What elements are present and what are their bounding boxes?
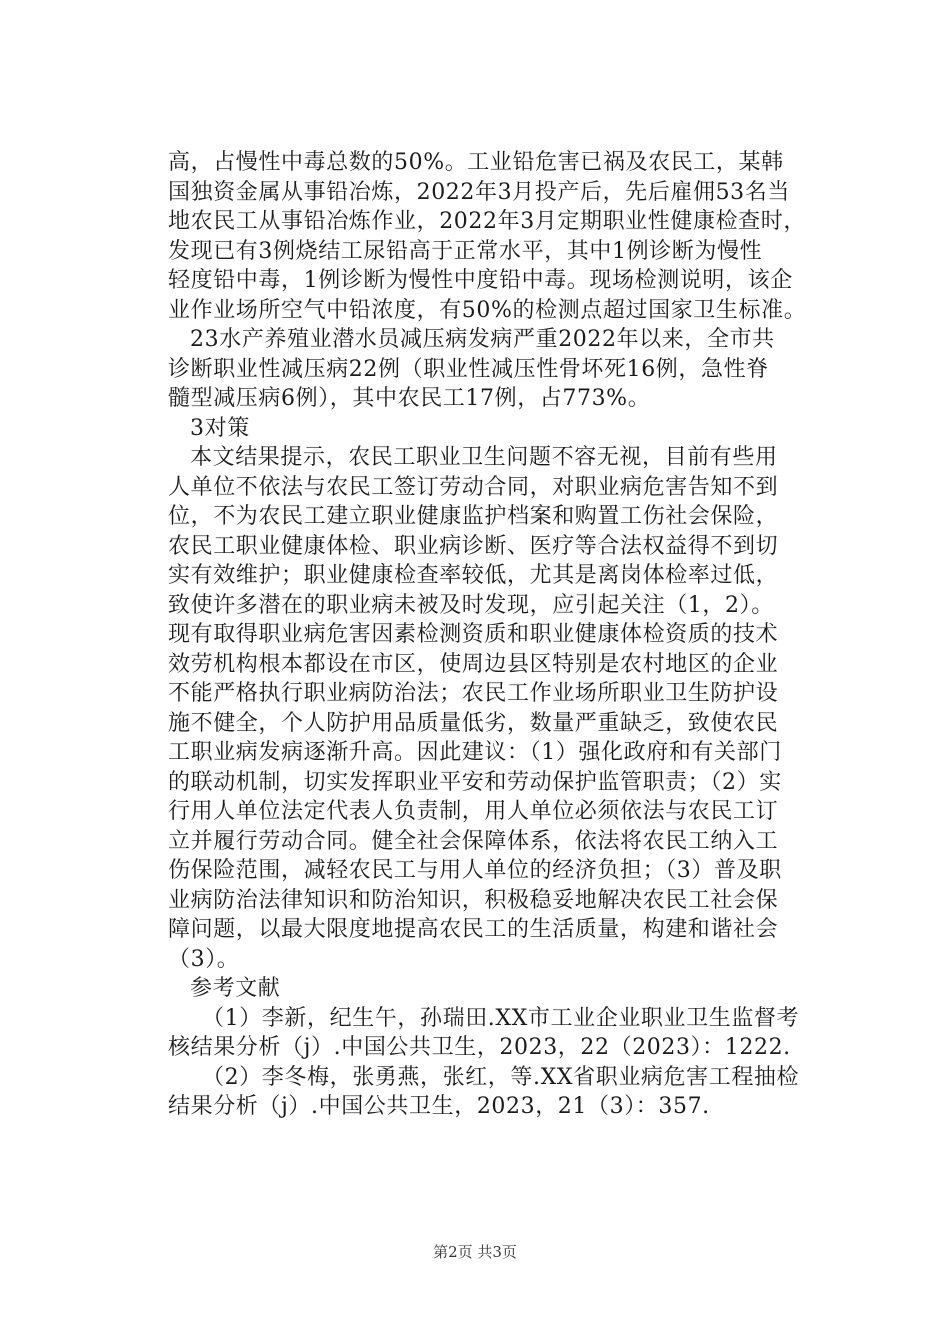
text-line: 高，占慢性中毒总数的50%。工业铅危害已祸及农民工，某韩 <box>168 150 784 175</box>
text-line: 效劳机构根本都设在市区，使周边县区特别是农村地区的企业 <box>168 651 779 677</box>
text-line: 核结果分析（j）.中国公共卫生，2023，22（2023）：1222. <box>168 1035 791 1060</box>
text-line: 髓型减压病6例），其中农民工17例，占773%。 <box>168 386 651 411</box>
paragraph-decompression-sickness <box>168 325 840 414</box>
text-line: 业作业场所空气中铅浓度，有50%的检测点超过国家卫生标准。 <box>168 297 807 323</box>
text-line: 障问题，以最大限度地提高农民工的生活质量，构建和谐社会 <box>168 917 779 942</box>
text-line: 农民工职业健康体检、职业病诊断、医疗等合法权益得不到切 <box>168 533 779 559</box>
text-line: 行用人单位法定代表人负责制，用人单位必须依法与农民工订 <box>168 799 779 824</box>
text-line: 国独资金属从事铅冶炼，2022年3月投产后，先后雇佣53名当 <box>168 179 790 205</box>
reference-entry-1 <box>168 1004 840 1063</box>
text-line: 伤保险范围，减轻农民工与用人单位的经济负担；（3）普及职 <box>168 858 782 883</box>
text-line: 不能严格执行职业病防治法；农民工作业场所职业卫生防护设 <box>168 681 779 706</box>
paragraph-lead-poisoning <box>168 148 840 325</box>
text-line: （2）李冬梅，张勇燕，张红，等.XX省职业病危害工程抽检 <box>202 1064 800 1090</box>
page-footer <box>0 1241 950 1262</box>
reference-entry-2 <box>168 1063 840 1122</box>
text-line: 工职业病发病逐渐升高。因此建议：（1）强化政府和有关部门 <box>168 740 782 765</box>
text-line: 结果分析（j）.中国公共卫生，2023，21（3）：357. <box>168 1094 710 1119</box>
text-line: 业病防治法律知识和防治知识，积极稳妥地解决农民工社会保 <box>168 887 779 913</box>
section-heading: 3对策 <box>190 415 250 441</box>
text-line: 的联动机制，切实发挥职业平安和劳动保护监管职责；（2）实 <box>168 769 782 795</box>
text-line: 致使许多潜在的职业病未被及时发现，应引起关注（1，2）。 <box>168 592 774 618</box>
text-line: 本文结果提示，农民工职业卫生问题不容无视，目前有些用 <box>190 445 778 470</box>
text-line: 发现已有3例烧结工尿铅高于正常水平，其中1例诊断为慢性 <box>168 238 763 264</box>
text-line: 23水产养殖业潜水员减压病发病严重2022年以来，全市共 <box>190 327 775 352</box>
text-line: 诊断职业性减压病22例（职业性减压性骨坏死16例，急性脊 <box>168 356 769 382</box>
text-line: 实有效维护；职业健康检查率较低，尤其是离岗体检率过低， <box>168 563 779 588</box>
references-heading: 参考文献 <box>190 976 281 1001</box>
text-line: 位，不为农民工建立职业健康监护档案和购置工伤社会保险， <box>168 504 779 529</box>
text-line: （3）。 <box>168 946 240 972</box>
page-number: 第2页 共3页 <box>433 1243 517 1261</box>
text-line: 施不健全，个人防护用品质量低劣，数量严重缺乏，致使农民 <box>168 710 779 736</box>
text-line: 人单位不依法与农民工签订劳动合同，对职业病危害告知不到 <box>168 474 779 500</box>
text-line: 地农民工从事铅冶炼作业，2022年3月定期职业性健康检查时， <box>168 209 806 234</box>
document-body <box>168 148 840 1122</box>
text-line: 轻度铅中毒，1例诊断为慢性中度铅中毒。现场检测说明，该企 <box>168 268 793 293</box>
paragraph-countermeasures <box>168 443 840 974</box>
text-line: 现有取得职业病危害因素检测资质和职业健康体检资质的技术 <box>168 622 779 647</box>
text-line: 立并履行劳动合同。健全社会保障体系，依法将农民工纳入工 <box>168 828 779 854</box>
text-line: （1）李新，纪生午，孙瑞田.XX市工业企业职业卫生监督考 <box>202 1005 800 1031</box>
